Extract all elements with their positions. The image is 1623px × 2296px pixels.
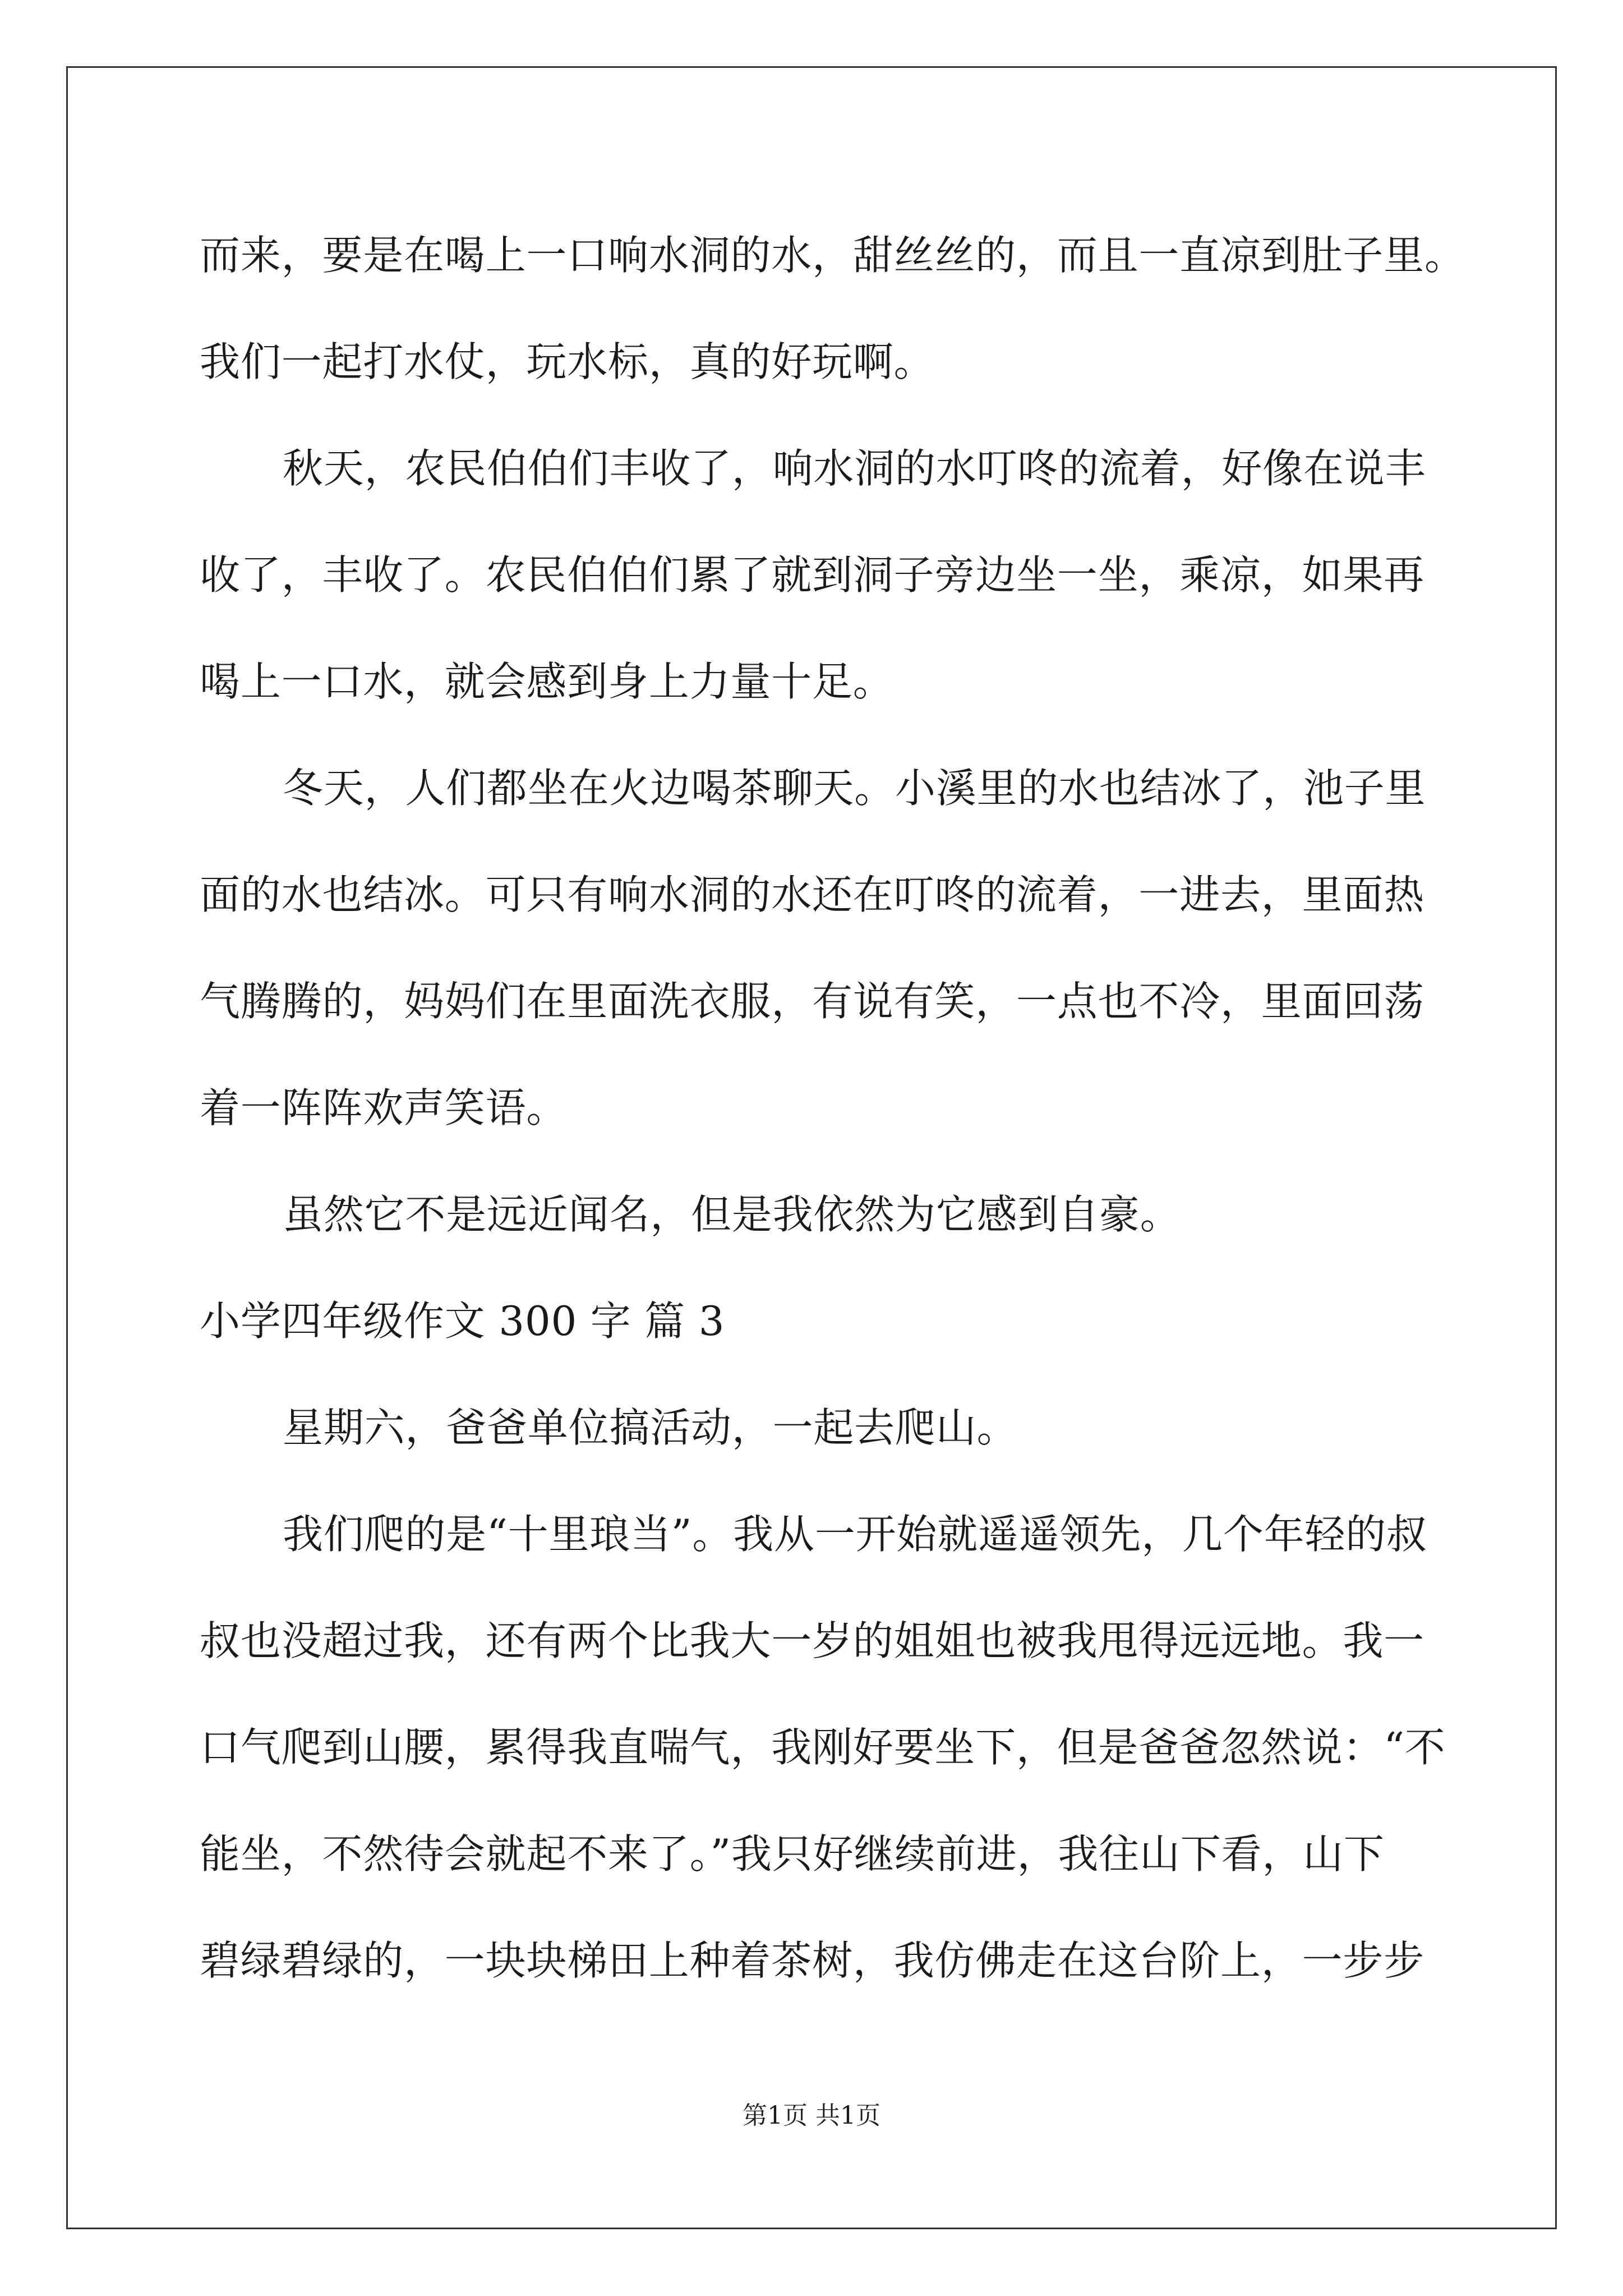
text-line: 星期六，爸爸单位搞活动，一起去爬山。 (283, 1404, 1018, 1451)
text-line: 虽然它不是远近闻名，但是我依然为它感到自豪。 (283, 1191, 1181, 1238)
text-line: 我们一起打水仗，玩水标，真的好玩啊。 (200, 338, 935, 385)
text-line: 我们爬的是“十里琅当”。我从一开始就遥遥领先，几个年轻的叔 (283, 1511, 1427, 1558)
page-border (66, 66, 1557, 2229)
text-line: 着一阵阵欢声笑语。 (200, 1084, 568, 1131)
text-line: 而来，要是在喝上一口响水洞的水，甜丝丝的，而且一直凉到肚子里。 (200, 232, 1465, 279)
text-line: 收了，丰收了。农民伯伯们累了就到洞子旁边坐一坐，乘凉，如果再 (200, 551, 1425, 599)
text-line: 喝上一口水，就会感到身上力量十足。 (200, 658, 894, 705)
text-line: 口气爬到山腰，累得我直喘气，我刚好要坐下，但是爸爸忽然说：“不 (200, 1724, 1446, 1771)
section-heading: 小学四年级作文 300 字 篇 3 (200, 1297, 725, 1345)
text-line: 气腾腾的，妈妈们在里面洗衣服，有说有笑，一点也不冷，里面回荡 (200, 978, 1425, 1025)
text-line: 秋天，农民伯伯们丰收了，响水洞的水叮咚的流着，好像在说丰 (283, 445, 1426, 492)
page-number-footer: 第1页 共1页 (743, 2101, 880, 2130)
text-line: 叔也没超过我，还有两个比我大一岁的姐姐也被我甩得远远地。我一 (200, 1617, 1425, 1664)
text-line: 碧绿碧绿的，一块块梯田上种着茶树，我仿佛走在这台阶上，一步步 (200, 1937, 1425, 1984)
text-line: 冬天，人们都坐在火边喝茶聊天。小溪里的水也结冰了，池子里 (283, 765, 1426, 812)
text-line: 面的水也结冰。可只有响水洞的水还在叮咚的流着，一进去，里面热 (200, 871, 1425, 918)
text-line: 能坐，不然待会就起不来了。”我只好继续前进，我往山下看，山下 (200, 1830, 1385, 1878)
